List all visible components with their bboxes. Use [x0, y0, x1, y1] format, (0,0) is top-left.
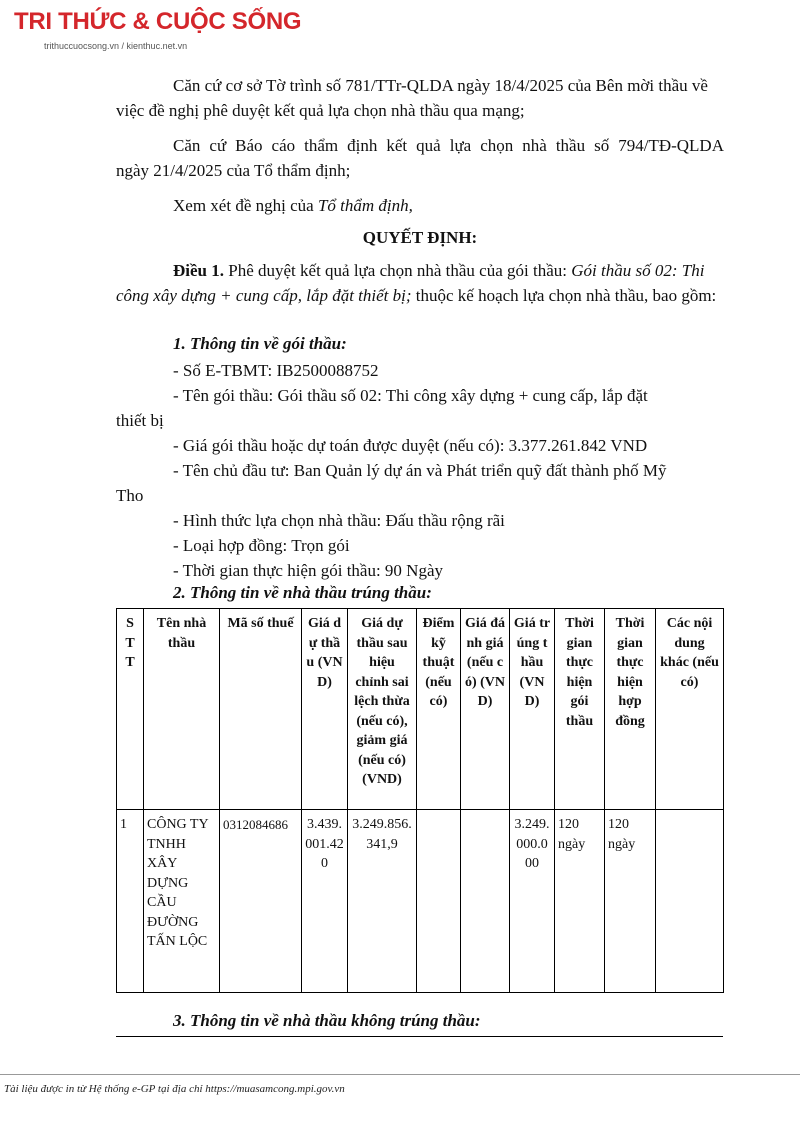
item-hinh-thuc: - Hình thức lựa chọn nhà thầu: Đấu thầu rộng rãi: [173, 511, 505, 530]
article-1-package: Gói thầu số 02: Thi công xây dựng + cung cấp, lắp đặt thiết bị;: [116, 261, 705, 305]
site-logo[interactable]: [14, 8, 302, 60]
footer-divider: [0, 1074, 800, 1075]
paragraph-to-trinh: Căn cứ cơ sở Tờ trình số 781/TTr-QLDA ngày 18/4/2025 của Bên mời thầu về việc đề nghị phê duyệt kết quả lựa chọn nhà thầu qua mạng;: [116, 76, 708, 120]
cell-gia-sau-hieu-chinh: 3.249.856.341,9: [348, 810, 417, 993]
section-1-title: 1. Thông tin về gói thầu:: [173, 334, 347, 353]
header-gia-trung-thau: Giá trúng thầu (VND): [510, 609, 555, 810]
article-1-text: Phê duyệt kết quả lựa chọn nhà thầu của gói thầu:: [224, 261, 572, 280]
cell-gia-du-thau: 3.439.001.420: [302, 810, 348, 993]
xem-xet-italic: Tổ thẩm định,: [317, 196, 413, 215]
item-ten-goi-thau-line2: thiết bị: [116, 411, 164, 430]
article-1-tail: thuộc kế hoạch lựa chọn nhà thầu, bao gồm:: [411, 286, 717, 305]
section-2-title: 2. Thông tin về nhà thầu trúng thầu:: [173, 583, 432, 602]
cell-gia-danh-gia: [461, 810, 510, 993]
paragraph-xem-xet: [116, 193, 724, 218]
cell-thoi-gian-hop-dong: 120 ngày: [605, 810, 656, 993]
header-thoi-gian-hop-dong: Thời gian thực hiện hợp đồng: [605, 609, 656, 810]
cell-ten-nha-thau: CÔNG TY TNHH XÂY DỰNG CẦU ĐƯỜNG TẤN LỘC: [144, 810, 220, 993]
decision-heading: QUYẾT ĐỊNH:: [362, 228, 478, 247]
item-loai-hop-dong: - Loại hợp đồng: Trọn gói: [173, 536, 350, 555]
section-divider: [116, 1036, 723, 1037]
item-e-tbmt: - Số E-TBMT: IB2500088752: [173, 361, 379, 380]
header-noi-dung-khac: Các nội dung khác (nếu có): [656, 609, 724, 810]
cell-gia-trung-thau: 3.249.000.000: [510, 810, 555, 993]
table-header-row: [117, 609, 724, 810]
logo-title: TRI THỨC & CUỘC SỐNG: [14, 8, 302, 35]
article-1-label: Điều 1.: [173, 261, 224, 280]
logo-subtitle: trithuccuocsong.vn / kienthuc.net.vn: [44, 41, 188, 51]
cell-diem-ky-thuat: [417, 810, 461, 993]
article-1: [116, 258, 724, 308]
header-gia-sau-hieu-chinh: Giá dự thầu sau hiệu chỉnh sai lệch thừa (nếu có), giảm giá (nếu có) (VND): [348, 609, 417, 810]
header-thoi-gian-goi-thau: Thời gian thực hiện gói thầu: [555, 609, 605, 810]
item-gia-goi-thau: - Giá gói thầu hoặc dự toán được duyệt (nếu có): 3.377.261.842 VND: [173, 436, 648, 455]
item-chu-dau-tu-line2: Tho: [116, 486, 144, 505]
item-chu-dau-tu-line1: - Tên chủ đầu tư: Ban Quản lý dự án và Phát triển quỹ đất thành phố Mỹ: [173, 461, 667, 480]
footer-text: Tài liệu được in từ Hệ thống e-GP tại địa chỉ https://muasamcong.mpi.gov.vn: [4, 1083, 345, 1095]
cell-thoi-gian-goi-thau: 120 ngày: [555, 810, 605, 993]
cell-stt: 1: [117, 810, 144, 993]
header-ma-so-thue: Mã số thuế: [220, 609, 302, 810]
item-thoi-gian: - Thời gian thực hiện gói thầu: 90 Ngày: [173, 561, 444, 580]
table-row: [117, 810, 724, 993]
header-ten-nha-thau: Tên nhà thầu: [144, 609, 220, 810]
header-stt: STT: [117, 609, 144, 810]
cell-noi-dung-khac: [656, 810, 724, 993]
header-diem-ky-thuat: Điểm kỹ thuật (nếu có): [417, 609, 461, 810]
xem-xet-text: Xem xét đề nghị của: [173, 196, 318, 215]
winning-bidder-table: [116, 608, 724, 993]
cell-ma-so-thue: 0312084686: [220, 810, 302, 993]
header-gia-danh-gia: Giá đánh giá (nếu có) (VND): [461, 609, 510, 810]
header-gia-du-thau: Giá dự thầu (VND): [302, 609, 348, 810]
paragraph-bao-cao-line1: Căn cứ Báo cáo thẩm định kết quả lựa chọn nhà thầu số 794/TĐ-QLDA: [173, 136, 724, 155]
section-3-title: 3. Thông tin về nhà thầu không trúng thầu:: [173, 1011, 481, 1030]
paragraph-bao-cao-line2: ngày 21/4/2025 của Tổ thẩm định;: [116, 161, 351, 180]
item-ten-goi-thau-line1: - Tên gói thầu: Gói thầu số 02: Thi công xây dựng + cung cấp, lắp đặt: [173, 386, 648, 405]
